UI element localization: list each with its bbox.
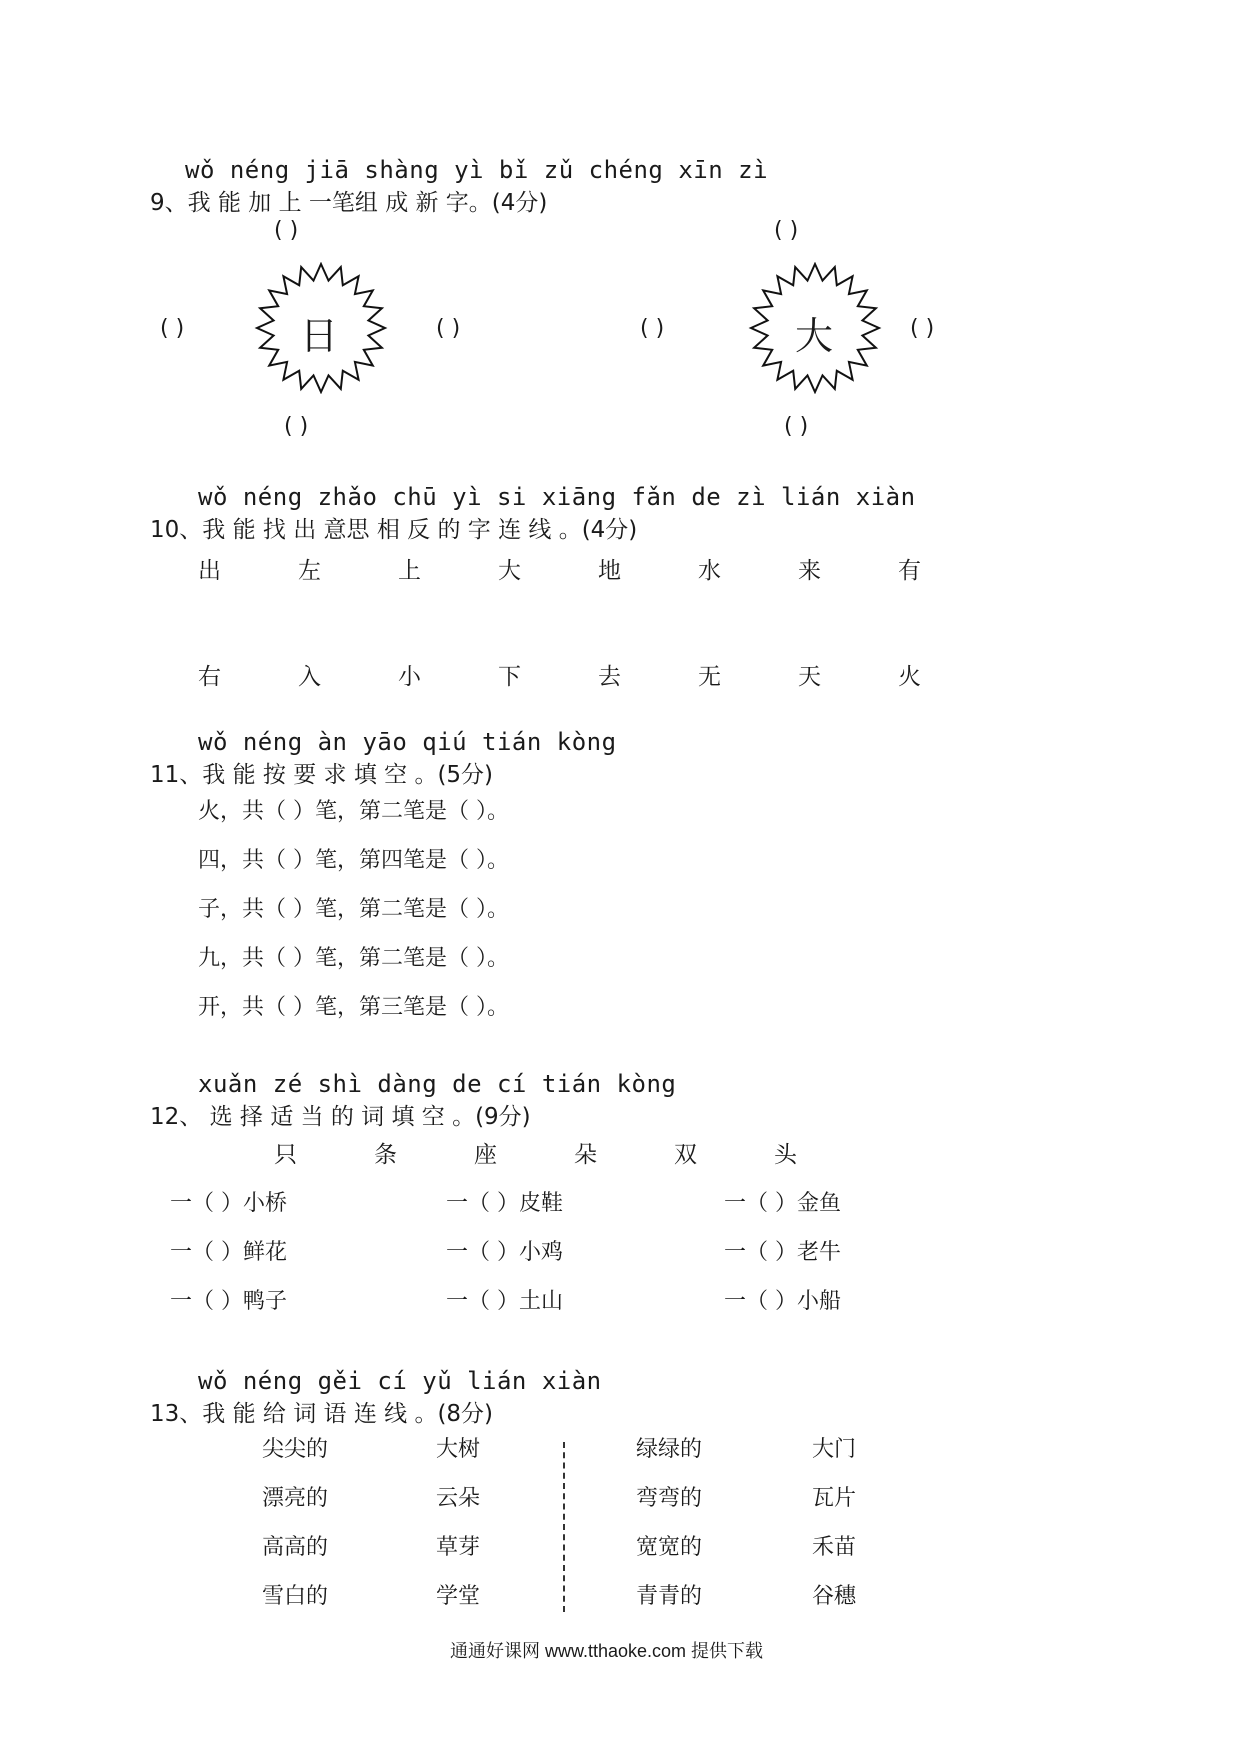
q12-blank-item[interactable]: 一（ ）小鸡 <box>446 1240 563 1265</box>
q9-blank-right-2[interactable]: ( ) <box>910 316 935 341</box>
q10-bottom-char[interactable]: 天 <box>798 664 821 690</box>
q10-top-char[interactable]: 地 <box>598 558 621 584</box>
q13-word-col4[interactable]: 谷穗 <box>812 1584 857 1609</box>
q10-top-char[interactable]: 大 <box>498 558 521 584</box>
q10-bottom-char[interactable]: 小 <box>398 664 421 690</box>
q9-char-da: 大 <box>795 314 834 358</box>
q11-row[interactable]: 火，共（ ）笔，第二笔是（ ）。 <box>198 799 509 824</box>
q9-question: 9、我 能 加 上 一笔组 成 新 字。(4分) <box>150 190 548 216</box>
q10-bottom-char[interactable]: 下 <box>498 664 521 690</box>
q13-word-col4[interactable]: 瓦片 <box>812 1486 857 1511</box>
q12-pinyin: xuǎn zé shì dàng de cí tián kòng <box>198 1070 677 1098</box>
q10-question: 10、我 能 找 出 意思 相 反 的 字 连 线 。(4分) <box>150 517 638 543</box>
q9-blank-bottom-2[interactable]: ( ) <box>784 414 809 439</box>
q12-choice-word: 双 <box>674 1142 697 1168</box>
q9-blank-top-1[interactable]: ( ) <box>274 218 299 243</box>
q11-row[interactable]: 九，共（ ）笔，第二笔是（ ）。 <box>198 946 509 971</box>
q10-top-char[interactable]: 来 <box>798 558 821 584</box>
q13-word-col4[interactable]: 禾苗 <box>812 1535 857 1560</box>
footer-source: 通通好课网 www.tthaoke.com 提供下载 <box>450 1641 764 1661</box>
q10-pinyin: wǒ néng zhǎo chū yì si xiāng fǎn de zì lián xiàn <box>198 483 916 511</box>
q10-top-char[interactable]: 有 <box>898 558 921 584</box>
q12-choice-word: 条 <box>374 1142 397 1168</box>
q13-word-col3[interactable]: 青青的 <box>636 1584 703 1609</box>
q13-word-col4[interactable]: 大门 <box>812 1437 857 1462</box>
q12-blank-item[interactable]: 一（ ）金鱼 <box>724 1191 841 1216</box>
q13-word-col1[interactable]: 尖尖的 <box>262 1437 329 1462</box>
q11-pinyin: wǒ néng àn yāo qiú tián kòng <box>198 728 617 756</box>
q11-question: 11、我 能 按 要 求 填 空 。(5分) <box>150 762 494 788</box>
q10-bottom-char[interactable]: 火 <box>898 664 921 690</box>
q13-word-col1[interactable]: 漂亮的 <box>262 1486 329 1511</box>
q13-word-col1[interactable]: 雪白的 <box>262 1584 329 1609</box>
q10-top-char[interactable]: 上 <box>398 558 421 584</box>
q9-blank-top-2[interactable]: ( ) <box>774 218 799 243</box>
q9-pinyin: wǒ néng jiā shàng yì bǐ zǔ chéng xīn zì <box>185 156 769 184</box>
q13-word-col3[interactable]: 弯弯的 <box>636 1486 703 1511</box>
q12-blank-item[interactable]: 一（ ）老牛 <box>724 1240 841 1265</box>
divider-dashed <box>563 1442 565 1612</box>
q12-blank-item[interactable]: 一（ ）土山 <box>446 1289 563 1314</box>
q10-top-char[interactable]: 水 <box>698 558 721 584</box>
q13-word-col1[interactable]: 高高的 <box>262 1535 329 1560</box>
q9-blank-left-2[interactable]: ( ) <box>640 316 665 341</box>
q12-blank-item[interactable]: 一（ ）鸭子 <box>170 1289 287 1314</box>
q12-blank-item[interactable]: 一（ ）鲜花 <box>170 1240 287 1265</box>
q13-pinyin: wǒ néng gěi cí yǔ lián xiàn <box>198 1367 602 1395</box>
q13-word-col3[interactable]: 宽宽的 <box>636 1535 703 1560</box>
q13-word-col2[interactable]: 云朵 <box>436 1486 481 1511</box>
q12-blank-item[interactable]: 一（ ）皮鞋 <box>446 1191 563 1216</box>
q11-row[interactable]: 开，共（ ）笔，第三笔是（ ）。 <box>198 995 509 1020</box>
q13-question: 13、我 能 给 词 语 连 线 。(8分) <box>150 1401 494 1427</box>
q13-word-col2[interactable]: 草芽 <box>436 1535 481 1560</box>
q11-row[interactable]: 四，共（ ）笔，第四笔是（ ）。 <box>198 848 509 873</box>
q10-bottom-char[interactable]: 右 <box>198 664 221 690</box>
q12-blank-item[interactable]: 一（ ）小桥 <box>170 1191 287 1216</box>
q9-blank-right-1[interactable]: ( ) <box>436 316 461 341</box>
q12-choice-word: 朵 <box>574 1142 597 1168</box>
q12-blank-item[interactable]: 一（ ）小船 <box>724 1289 841 1314</box>
q10-top-char[interactable]: 出 <box>198 558 221 584</box>
q9-blank-bottom-1[interactable]: ( ) <box>284 414 309 439</box>
q12-choice-word: 只 <box>274 1142 297 1168</box>
q12-choice-word: 座 <box>474 1142 497 1168</box>
q10-bottom-char[interactable]: 入 <box>298 664 321 690</box>
q10-bottom-char[interactable]: 无 <box>698 664 721 690</box>
q13-word-col2[interactable]: 学堂 <box>436 1584 481 1609</box>
q13-word-col2[interactable]: 大树 <box>436 1437 481 1462</box>
q12-question: 12、 选 择 适 当 的 词 填 空 。(9分) <box>150 1104 531 1130</box>
q9-blank-left-1[interactable]: ( ) <box>160 316 185 341</box>
q10-bottom-char[interactable]: 去 <box>598 664 621 690</box>
q9-char-ri: 日 <box>300 314 339 358</box>
q13-word-col3[interactable]: 绿绿的 <box>636 1437 703 1462</box>
q11-row[interactable]: 子，共（ ）笔，第二笔是（ ）。 <box>198 897 509 922</box>
q10-top-char[interactable]: 左 <box>298 558 321 584</box>
q12-choice-word: 头 <box>774 1142 797 1168</box>
